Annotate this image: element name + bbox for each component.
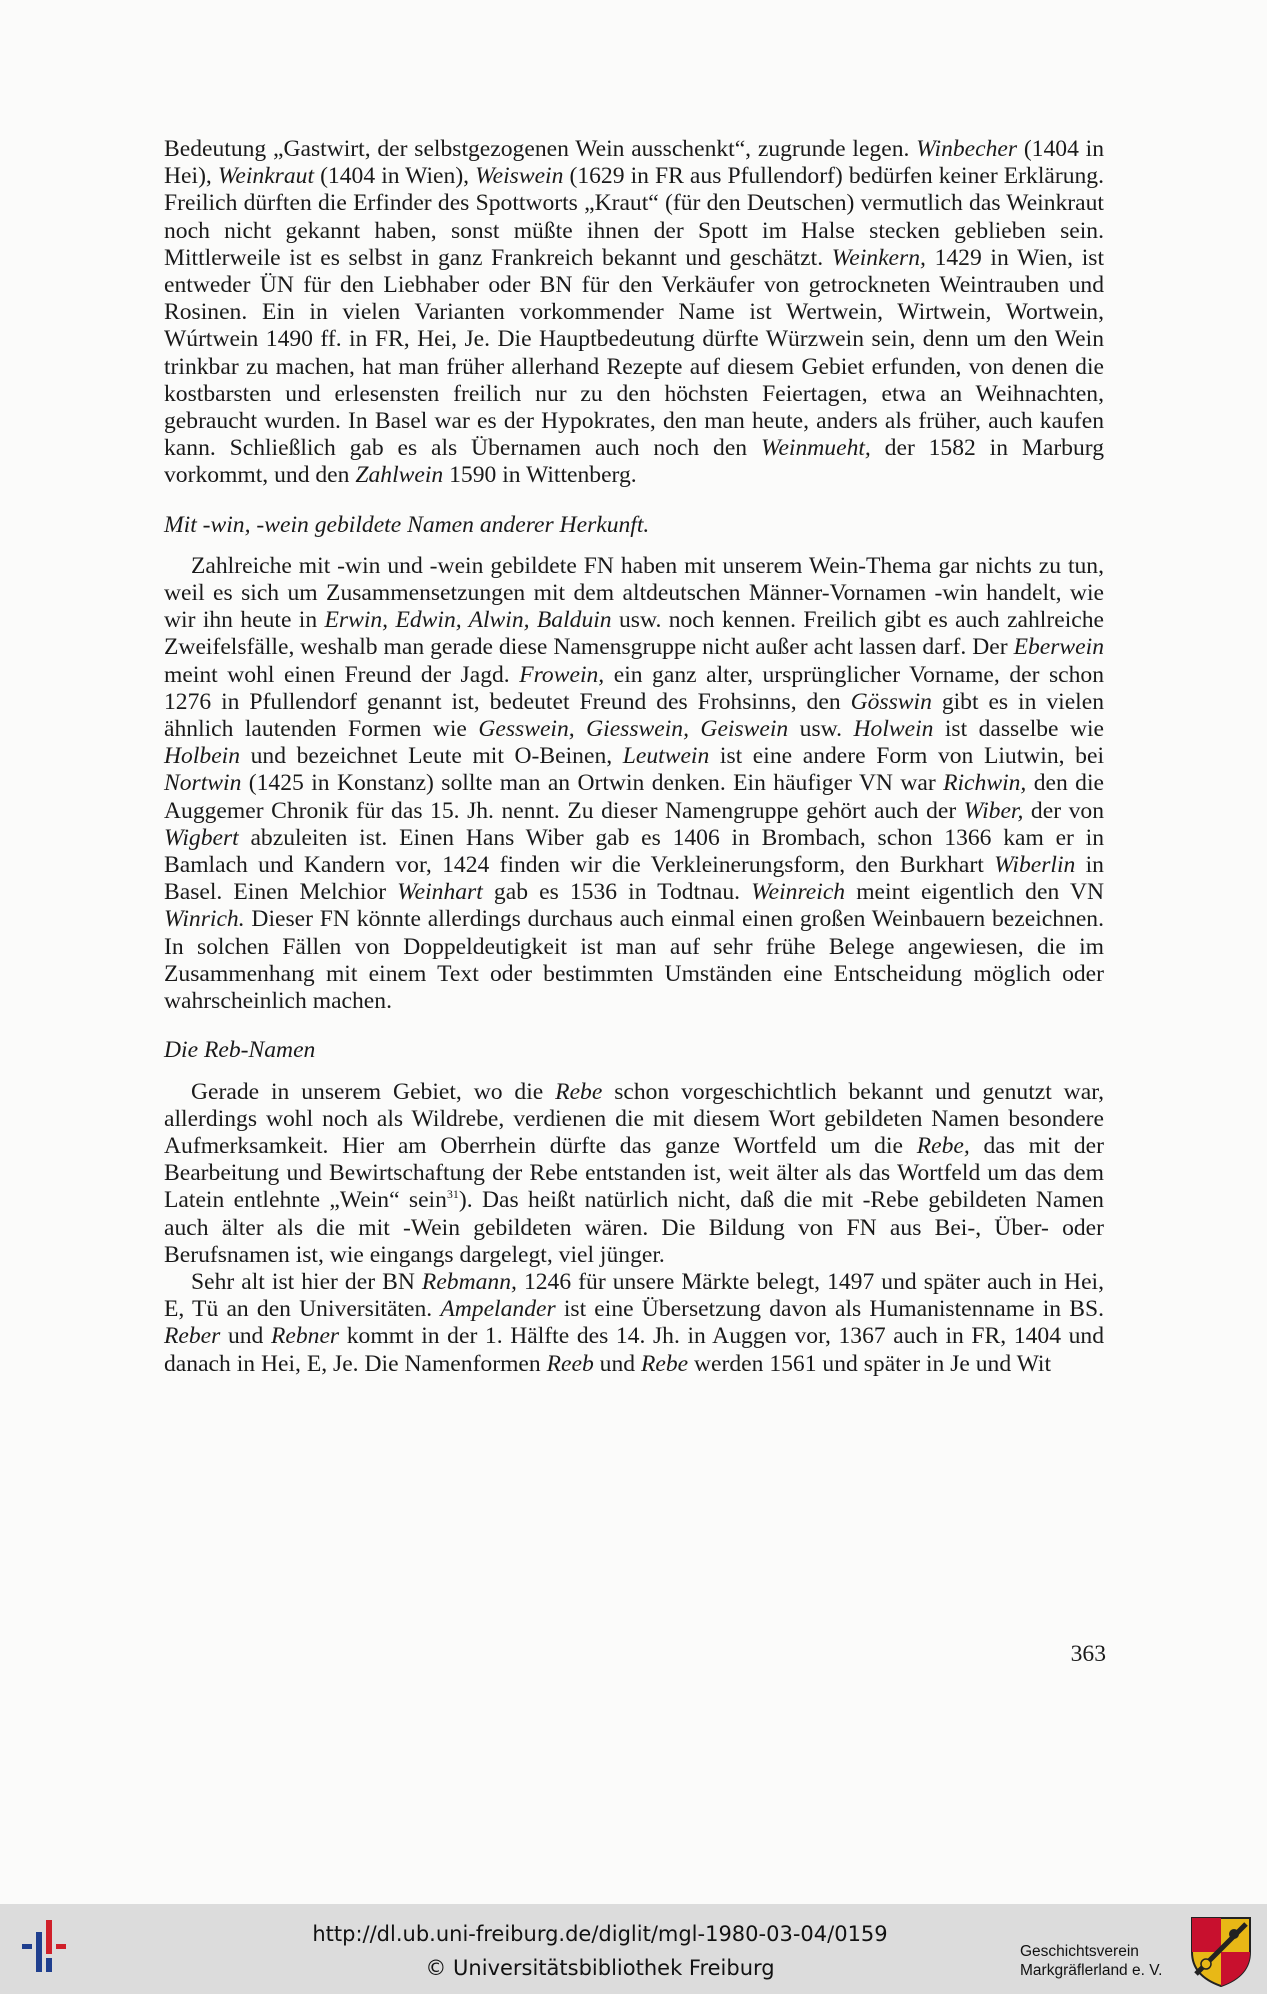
- italic-term: Rebe: [640, 1350, 689, 1377]
- paragraph-3: [164, 1079, 1104, 1269]
- text-run: gab es 1536 in Todtnau.: [482, 879, 752, 906]
- ub-freiburg-logo-icon: [18, 1918, 80, 1980]
- text-run: Sehr alt ist hier der BN: [191, 1268, 422, 1295]
- text-run: in Basel. Einen Melchior: [164, 852, 1104, 906]
- italic-term: Weinhart: [397, 879, 483, 906]
- section-heading-win-wein: Mit -win, -wein gebildete Namen anderer Herkunft.: [164, 511, 650, 538]
- text-run: (1425 in Konstanz) sollte man an Ortwin denken. Ein häufiger VN war: [241, 770, 944, 797]
- italic-term: Reber: [164, 1323, 221, 1350]
- text-run: werden 1561 und später in Je und Wit: [688, 1350, 1052, 1377]
- section-heading-reb-namen: Die Reb-Namen: [164, 1037, 316, 1064]
- text-run: usw.: [788, 716, 854, 743]
- text-run: schon vorgeschichtlich bekannt und genutzt war, allerdings wohl noch als Wildrebe, verdienen die mit diesem Wort gebildeten Namen besondere Aufmerksamkeit. Hier am Oberrhein dürfte das ganze Wortfeld um die: [164, 1078, 1105, 1159]
- text-run: 1590 in Wittenberg.: [443, 462, 637, 489]
- italic-term: Wigbert: [164, 824, 239, 851]
- text-run: und bezeichnet Leute mit O-Beinen,: [240, 743, 623, 770]
- text-run: ist dasselbe wie: [933, 716, 1105, 743]
- italic-term: Wiber,: [963, 797, 1024, 824]
- paragraph-2: [164, 553, 1104, 1015]
- italic-term: Gösswin: [850, 688, 932, 715]
- text-run: kommt in der 1. Hälfte des 14. Jh. in Auggen vor, 1367 auch in FR, 1404 und danach in Hei, E, Je. Die Namenformen: [164, 1323, 1105, 1377]
- italic-term: Wiberlin: [994, 852, 1076, 879]
- text-run: 1246 für unsere Märkte belegt, 1497 und später auch in Hei, E, Tü an den Universitäten.: [164, 1268, 1104, 1323]
- paragraph-1: [164, 136, 1104, 490]
- text-run: der 1582 in Marburg vorkommt, und den: [164, 435, 1104, 489]
- italic-term: Nortwin: [164, 770, 242, 797]
- italic-term: Weinreich: [751, 879, 846, 906]
- text-run: ein ganz alter, ursprünglicher Vorname, der schon 1276 in Pfullendorf genannt ist, bedeutet Freund des Frohsinns, den: [164, 661, 1104, 715]
- italic-term: Rebe,: [916, 1132, 970, 1159]
- society-name-line-1: Geschichtsverein: [1020, 1943, 1139, 1960]
- text-run: ). Das heißt natürlich nicht, daß die mit -Rebe gebildeten Namen auch älter als die mit -Wein gebildeten wären. Die Bildung von FN aus Bei-, Über- oder Berufsnamen ist, wie eingangs dargelegt, viel jünger.: [164, 1187, 1104, 1268]
- text-run: meint wohl einen Freund der Jagd.: [164, 661, 520, 688]
- text-run: gibt es in vielen ähnlich lautenden Formen wie: [164, 688, 1105, 743]
- text-run: der von: [1023, 797, 1104, 824]
- italic-term: Richwin,: [943, 770, 1027, 797]
- italic-term: Holbein: [164, 743, 241, 770]
- text-run: meint eigentlich den VN: [845, 879, 1104, 906]
- italic-term: Rebner: [270, 1323, 340, 1350]
- italic-term: Erwin, Edwin, Alwin, Balduin: [324, 607, 612, 634]
- text-run: Bedeutung „Gastwirt, der selbstgezogenen Wein ausschenkt“, zugrunde legen.: [164, 136, 917, 162]
- text-run: 1429 in Wien, ist entweder ÜN für den Liebhaber oder BN für den Verkäufer von getrockneten Weintrauben und Rosinen. Ein in vielen Varianten vorkommender Name ist Wertwein, Wirtwein, Wortwein, Wúrtwein 1490 ff. in FR, Hei, Je. Die Hauptbedeutung dürfte Würzwein sein, denn um den Wein trinkbar zu machen, hat man früher allerhand Rezepte auf diesem Gebiet erfunden, von denen die kostbarsten und erlesensten freilich nur zu den höchsten Feiertagen, etwa an Weihnachten, gebraucht wurden. In Basel war es der Hypokrates, den man heute, anders als früher, auch kaufen kann. Schließlich gab es als Übernamen auch noch den: [164, 244, 1105, 462]
- italic-term: Leutwein: [622, 743, 710, 770]
- page-number: 363: [1070, 1641, 1106, 1667]
- paragraph-4: [164, 1269, 1104, 1378]
- footer-society-name: [1020, 1942, 1190, 1980]
- text-run: (1404 in Wien),: [314, 163, 476, 190]
- italic-term: Rebe: [555, 1078, 603, 1105]
- text-run: den die Auggemer Chronik für das 15. Jh. nennt. Zu dieser Namengruppe gehört auch der: [164, 770, 1105, 824]
- italic-term: Eberwein: [1013, 634, 1104, 661]
- text-run: Zahlreiche mit -win und -wein gebildete FN haben mit unserem Wein-Thema gar nichts zu tun, weil es sich um Zusammensetzungen mit dem altdeutschen Männer-Vornamen -win handelt, wie wir ihn heute in: [164, 552, 1104, 634]
- society-name-line-2: Markgräflerland e. V.: [1020, 1962, 1163, 1979]
- italic-term: Weinmueht,: [760, 435, 871, 462]
- footer-copyright: © Universitätsbibliothek Freiburg: [425, 1956, 775, 1980]
- society-crest-icon: [1188, 1914, 1254, 1988]
- italic-term: Reeb: [546, 1350, 594, 1377]
- text-run: (1404 in Hei),: [164, 136, 1104, 190]
- text-run: (1629 in FR aus Pfullendorf) bedürfen keiner Erklärung. Freilich dürften die Erfinder des Spottworts „Kraut“ (für den Deutschen) vermutlich das Weinkraut noch nicht gekannt haben, sonst müßte ihnen der Spott im Halse stecken geblieben sein. Mittlerweile ist es selbst in ganz Frankreich bekannt und geschätzt.: [164, 163, 1104, 271]
- italic-term: Gesswein, Giesswein, Geiswein: [478, 716, 789, 743]
- italic-term: Weinkraut: [217, 163, 315, 190]
- text-run: ist eine andere Form von Liutwin, bei: [709, 743, 1104, 770]
- italic-term: Weinkern,: [831, 244, 926, 271]
- italic-term: Winrich.: [164, 906, 245, 933]
- text-run: und: [220, 1323, 271, 1350]
- text-run: abzuleiten ist. Einen Hans Wiber gab es 1406 in Brombach, schon 1366 kam er in Bamlach und Kandern vor, 1424 finden wir die Verkleinerungsform, den Burkhart: [164, 824, 1104, 879]
- italic-term: Ampelander: [440, 1296, 556, 1323]
- italic-term: Weiswein: [475, 163, 564, 190]
- footnote-ref: 31: [446, 1187, 459, 1202]
- italic-term: Winbecher: [916, 136, 1018, 162]
- text-run: usw. noch kennen. Freilich gibt es auch zahlreiche Zweifelsfälle, weshalb man gerade diese Namensgruppe nicht außer acht lassen darf. Der: [164, 607, 1104, 661]
- text-run: das mit der Bearbeitung und Bewirtschaftung der Rebe entstanden ist, weit älter als das Wortfeld um das dem Latein entlehnte „Wein“ sein: [164, 1132, 1104, 1214]
- italic-term: Zahlwein: [355, 462, 444, 489]
- italic-term: Rebmann,: [421, 1268, 517, 1295]
- text-run: Gerade in unserem Gebiet, wo die: [191, 1078, 556, 1105]
- page-content: [164, 136, 1104, 1378]
- text-run: und: [593, 1350, 641, 1377]
- text-run: Dieser FN könnte allerdings durchaus auch einmal einen großen Weinbauern bezeichnen. In solchen Fällen von Doppeldeutigkeit ist man auf sehr frühe Belege angewiesen, die im Zusammenhang mit einem Text oder bestimmten Umständen eine Entscheidung möglich oder wahrscheinlich machen.: [164, 906, 1104, 1015]
- text-run: ist eine Übersetzung davon als Humanistenname in BS.: [555, 1296, 1104, 1323]
- italic-term: Frowein,: [519, 661, 605, 688]
- footer-url[interactable]: http://dl.ub.uni-freiburg.de/diglit/mgl-1980-03-04/0159: [312, 1922, 888, 1946]
- footer-bar: [0, 1904, 1267, 1994]
- italic-term: Holwein: [853, 716, 934, 743]
